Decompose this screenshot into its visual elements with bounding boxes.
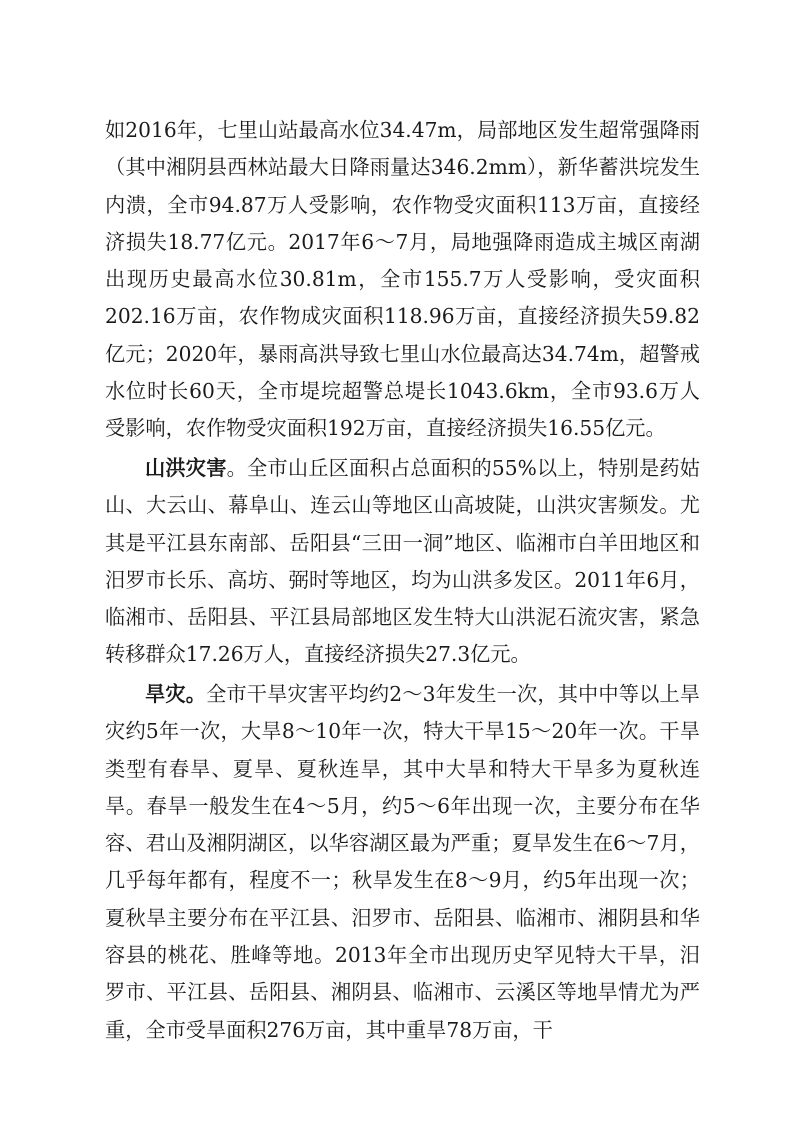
paragraph-body: 。全市山丘区面积占总面积的55%以上，特别是药姑山、大云山、幕阜山、连云山等地区山高坡陡，山洪灾害频发。尤其是平江县东南部、岳阳县“三田一洞”地区、临湘市白羊田地区和汨罗市长乐、高坊、弼时等地区，均为山洪多发区。2011年6月，临湘市、岳阳县、平江县局部地区发生特大山洪泥石流灾害，紧急转移群众17.26万人，直接经济损失27.3亿元。 [105, 456, 700, 667]
paragraph-flood-history [105, 112, 700, 448]
paragraph-heading: 山洪灾害 [145, 456, 227, 480]
paragraph-flash-flood [105, 450, 700, 674]
paragraph-drought [105, 676, 700, 1049]
paragraph-body: 如2016年，七里山站最高水位34.47m，局部地区发生超常强降雨（其中湘阴县西林站最大日降雨量达346.2mm），新华蓄洪垸发生内溃，全市94.87万人受影响，农作物受灾面积113万亩，直接经济损失18.77亿元。2017年6～7月，局地强降雨造成主城区南湖出现历史最高水位30.81m，全市155.7万人受影响，受灾面积202.16万亩，农作物成灾面积118.96万亩，直接经济损失59.82亿元；2020年，暴雨高洪导致七里山水位最高达34.74m，超警戒水位时长60天，全市堤垸超警总堤长1043.6km，全市93.6万人受影响，农作物受灾面积192万亩，直接经济损失16.55亿元。 [105, 118, 700, 441]
paragraph-heading: 旱灾。 [145, 682, 207, 706]
paragraph-body: 全市干旱灾害平均约2～3年发生一次，其中中等以上旱灾约5年一次，大旱8～10年一次，特大干旱15～20年一次。干旱类型有春旱、夏旱、夏秋连旱，其中大旱和特大干旱多为夏秋连旱。春旱一般发生在4～5月，约5～6年出现一次，主要分布在华容、君山及湘阴湖区，以华容湖区最为严重；夏旱发生在6～7月，几乎每年都有，程度不一；秋旱发生在8～9月，约5年出现一次；夏秋旱主要分布在平江县、汨罗市、岳阳县、临湘市、湘阴县和华容县的桃花、胜峰等地。2013年全市出现历史罕见特大干旱，汨罗市、平江县、岳阳县、湘阴县、临湘市、云溪区等地旱情尤为严重，全市受旱面积276万亩，其中重旱78万亩，干 [105, 682, 700, 1042]
